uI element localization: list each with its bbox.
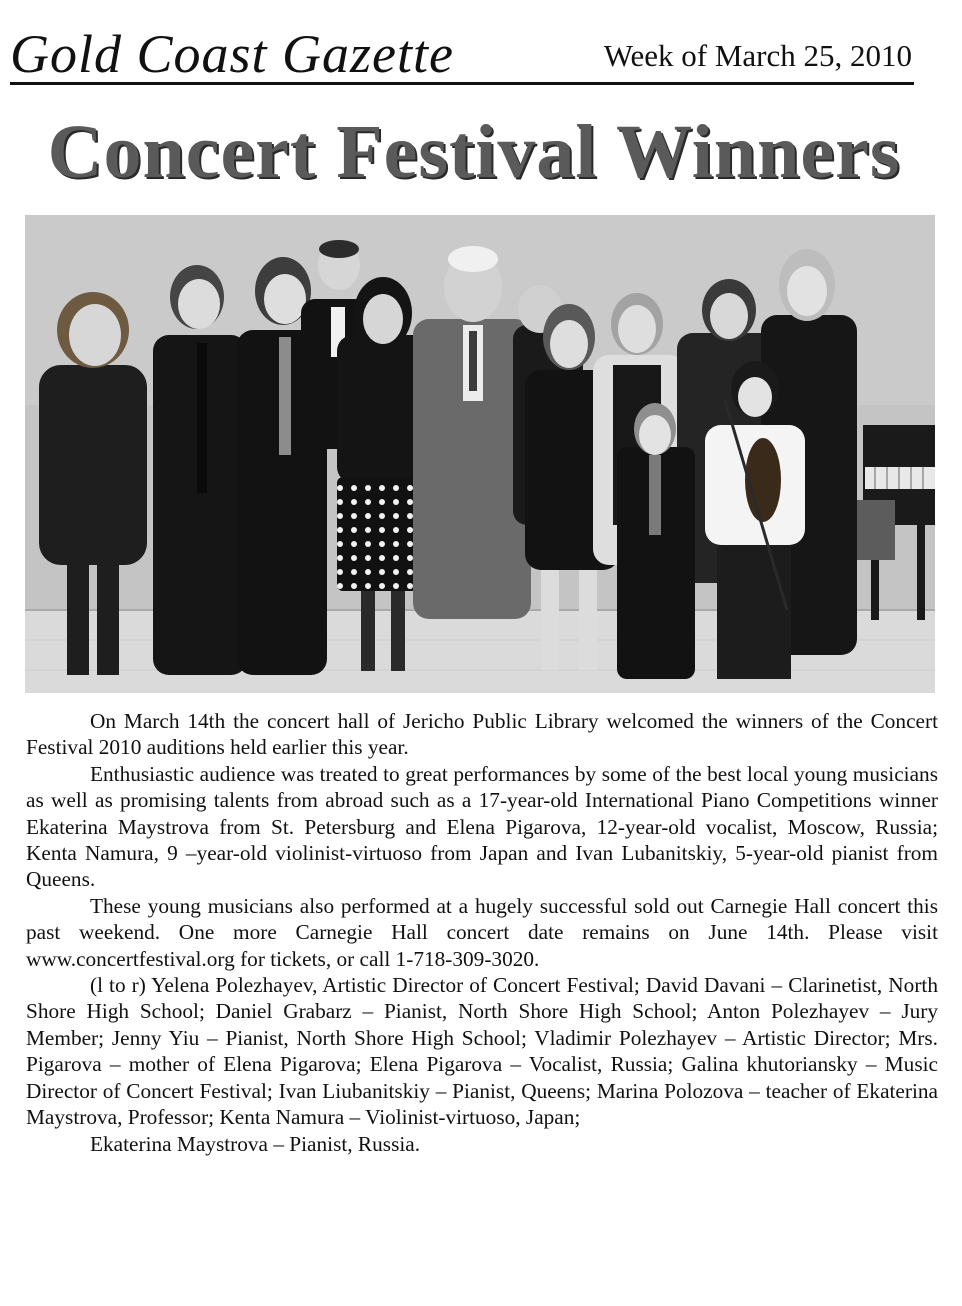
issue-date: Week of March 25, 2010 xyxy=(603,38,912,73)
article-paragraph: Enthusiastic audience was treated to great performances by some of the best local young musicians as well as promising talents from abroad such as a 17-year-old International Piano Competitions winner Ekaterina Maystrova from St. Petersburg and Elena Pigarova, 12-year-old vocalist, Moscow, Russia; Kenta Namura, 9 –year-old violinist-virtuoso from Japan and Ivan Lubanitskiy, 5-year-old pianist from Queens. xyxy=(26,761,938,892)
article-paragraph: These young musicians also performed at a hugely successful sold out Carnegie Hall concert this past weekend. One more Carnegie Hall concert date remains on June 14th. Please visit www.concertfestival.org for tickets, or call 1-718-309-3020. xyxy=(26,893,938,971)
caption-closing-line: Ekaterina Maystrova – Pianist, Russia. xyxy=(90,1131,421,1156)
paper-name: Gold Coast Gazette xyxy=(10,24,454,84)
article-body xyxy=(26,708,938,1157)
photo-caption: (l to r) Yelena Polezhayev, Artistic Director of Concert Festival; David Davani – Clarinetist, North Shore High School; Daniel Grabarz – Pianist, North Shore High School; Anton Polezhayev – Jury Member; Jenny Yiu – Pianist, North Shore High School; Vladimir Polezhayev – Artistic Director; Mrs. Pigarova – mother of Elena Pigarova; Elena Pigarova – Vocalist, Russia; Galina khutoriansky – Music Director of Concert Festival; Ivan Liubanitskiy – Pianist, Queens; Marina Polozova – teacher of Ekaterina Maystrova, Professor; Kenta Namura – Violinist-virtuoso, Japan; xyxy=(26,973,938,1130)
headline: Concert Festival Winners xyxy=(47,110,901,194)
article-paragraph: On March 14th the concert hall of Jericho Public Library welcomed the winners of the Concert Festival 2010 auditions held earlier this year. xyxy=(26,709,938,760)
masthead xyxy=(10,20,914,85)
group-photo xyxy=(25,215,935,693)
